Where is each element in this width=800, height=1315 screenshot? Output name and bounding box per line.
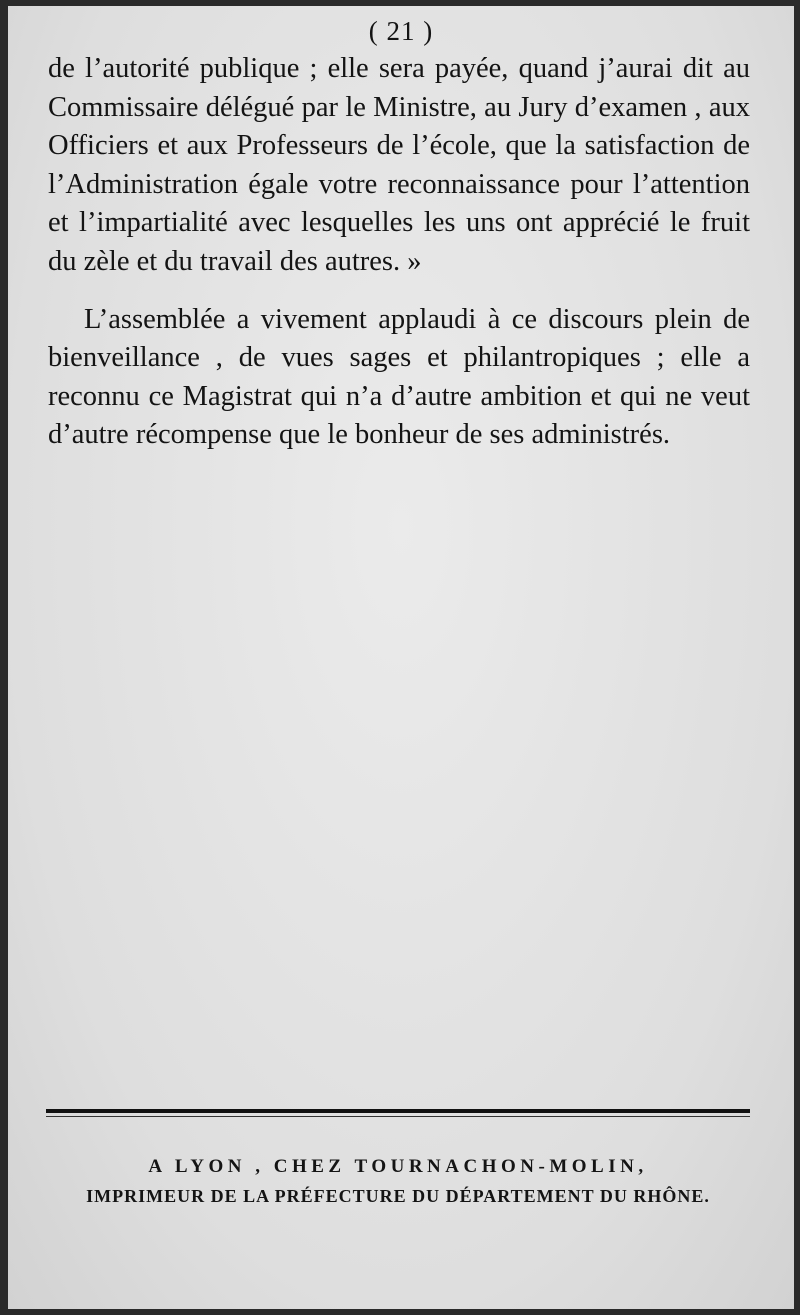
page-number: ( 21 ) xyxy=(368,16,434,46)
document-page xyxy=(8,6,794,1309)
paragraph-continued-speech: de l’autorité publique ; elle sera payée, quand j’aurai dit au Commissaire délégué par le Ministre, au Jury d’examen , aux Officiers et aux Professeurs de l’école, que la satisfaction de l’Administration égale votre reconnaissance pour l’attention et l’impartialité avec lesquelles les uns ont apprécié le fruit du zèle et du travail des autres. » xyxy=(48,53,750,277)
divider-rule xyxy=(46,1109,750,1113)
paragraph-assembly-applause: L’assemblée a vivement applaudi à ce discours plein de bienveillance , de vues sages et philantropiques ; elle a reconnu ce Magistrat qui n’a d’autre ambition et qui ne veut d’autre récompense que le bonheur de ses administrés. xyxy=(48,303,750,451)
divider-rule-thin xyxy=(46,1116,750,1117)
body-text xyxy=(48,50,750,455)
imprint-location: A LYON , CHEZ TOURNACHON-MOLIN, xyxy=(148,1156,648,1177)
imprint-printer: IMPRIMEUR DE LA PRÉFECTURE DU DÉPARTEMENT DU RHÔNE. xyxy=(86,1186,710,1206)
